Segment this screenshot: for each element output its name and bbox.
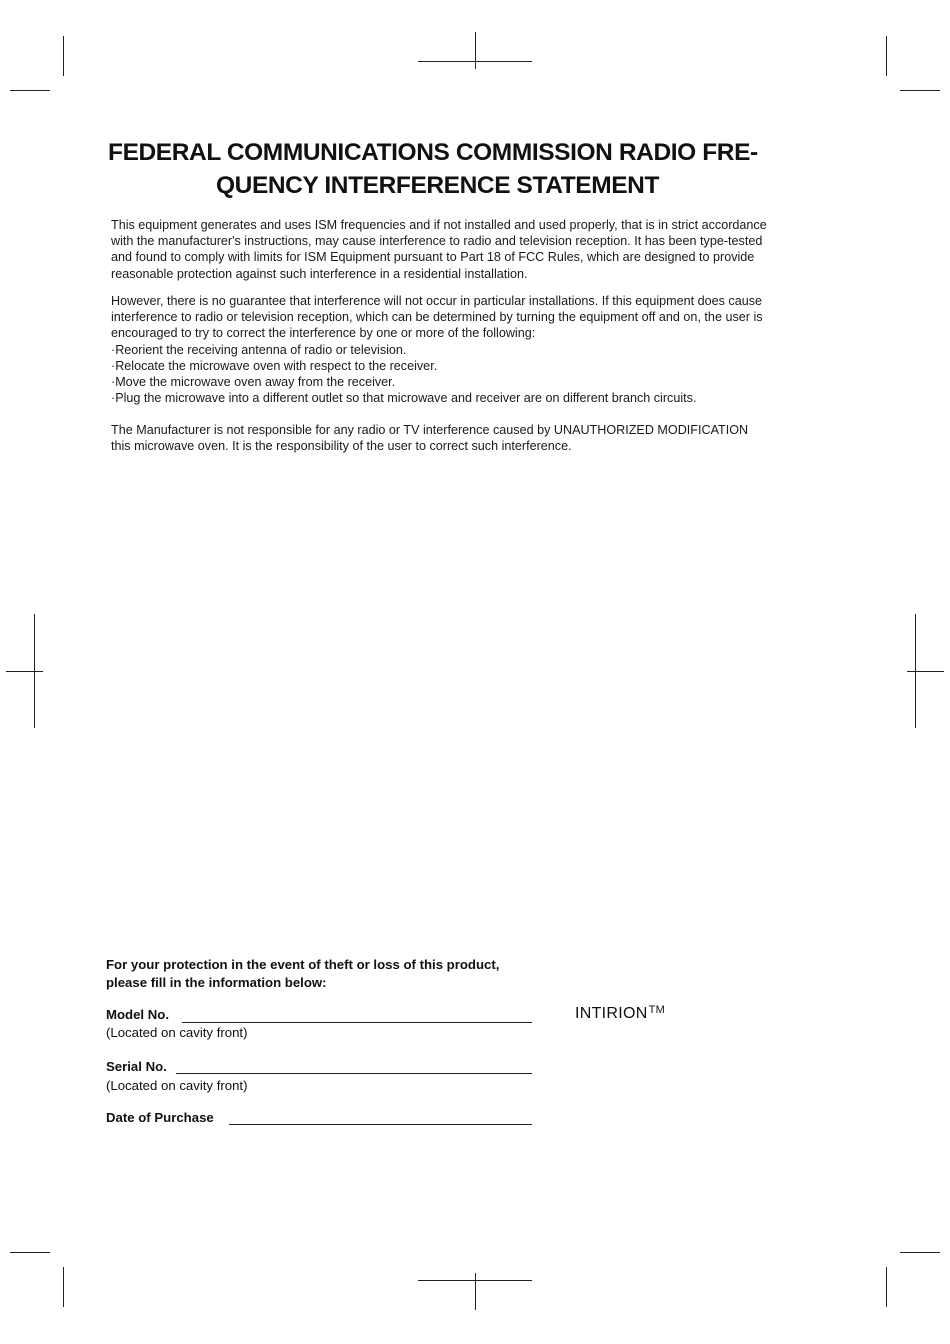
text-line: this microwave oven. It is the responsibility of the user to correct such interference. bbox=[111, 439, 572, 454]
text-line: encouraged to try to correct the interference by one or more of the following: bbox=[111, 326, 536, 341]
title-line: QUENCY INTERFERENCE STATEMENT bbox=[216, 172, 660, 199]
registration-mark bbox=[6, 671, 43, 672]
paragraph-guarantee bbox=[111, 293, 831, 406]
registration-mark bbox=[418, 61, 532, 62]
brand-name: INTIRION bbox=[575, 1005, 648, 1022]
model-number-label: Model No. bbox=[106, 1007, 170, 1022]
crop-mark bbox=[10, 90, 50, 91]
text-line: This equipment generates and uses ISM frequencies and if not installed and used properly, that is in strict accordance bbox=[111, 218, 767, 232]
form-intro-line: please fill in the information below: bbox=[106, 974, 327, 990]
form-intro bbox=[106, 956, 499, 991]
title-line: FEDERAL COMMUNICATIONS COMMISSION RADIO FRE- bbox=[108, 139, 758, 166]
date-of-purchase-field[interactable] bbox=[106, 1110, 214, 1125]
bullet-item: ·Reorient the receiving antenna of radio or television. bbox=[111, 342, 407, 357]
crop-mark bbox=[900, 90, 940, 91]
text-line: interference to radio or television reception, which can be determined by turning the equipment off and on, the user is bbox=[111, 310, 763, 325]
serial-number-label: Serial No. bbox=[106, 1059, 167, 1074]
paragraph-manufacturer bbox=[111, 422, 831, 454]
bullet-item: ·Relocate the microwave oven with respect to the receiver. bbox=[111, 358, 438, 373]
registration-mark bbox=[907, 671, 944, 672]
crop-mark bbox=[10, 1252, 50, 1253]
date-of-purchase-label: Date of Purchase bbox=[106, 1110, 214, 1125]
bullet-item: ·Plug the microwave into a different outlet so that microwave and receiver are on different branch circuits. bbox=[111, 391, 697, 406]
form-intro-line: For your protection in the event of theft or loss of this product, bbox=[106, 957, 500, 972]
text-line: and found to comply with limits for ISM Equipment pursuant to Part 18 of FCC Rules, which are designed to provide bbox=[111, 250, 755, 265]
text-line: However, there is no guarantee that interference will not occur in particular installations. If this equipment does cause bbox=[111, 294, 763, 308]
model-number-note: (Located on cavity front) bbox=[106, 1025, 248, 1040]
text-line: reasonable protection against such interference in a residential installation. bbox=[111, 266, 528, 281]
model-number-field[interactable] bbox=[106, 1007, 248, 1040]
text-line: with the manufacturer's instructions, may cause interference to radio and television reception. It has been type-tested bbox=[111, 234, 763, 249]
crop-mark bbox=[886, 1267, 887, 1307]
crop-mark bbox=[63, 1267, 64, 1307]
serial-number-note: (Located on cavity front) bbox=[106, 1078, 248, 1093]
registration-mark bbox=[475, 1273, 476, 1310]
date-of-purchase-line[interactable] bbox=[229, 1124, 532, 1125]
crop-mark bbox=[63, 36, 64, 76]
paragraph-equipment bbox=[111, 217, 831, 282]
serial-number-field[interactable] bbox=[106, 1059, 248, 1093]
bullet-item: ·Move the microwave oven away from the receiver. bbox=[111, 375, 396, 390]
page-title bbox=[100, 136, 850, 202]
model-number-line[interactable] bbox=[182, 1022, 532, 1023]
trademark-symbol: TM bbox=[648, 1004, 666, 1016]
serial-number-line[interactable] bbox=[176, 1073, 532, 1074]
crop-mark bbox=[900, 1252, 940, 1253]
text-line: The Manufacturer is not responsible for any radio or TV interference caused by UNAUTHORIZED MODIFICATION bbox=[111, 423, 749, 437]
registration-mark bbox=[475, 32, 476, 69]
crop-mark bbox=[886, 36, 887, 76]
brand-logo bbox=[575, 1004, 665, 1023]
